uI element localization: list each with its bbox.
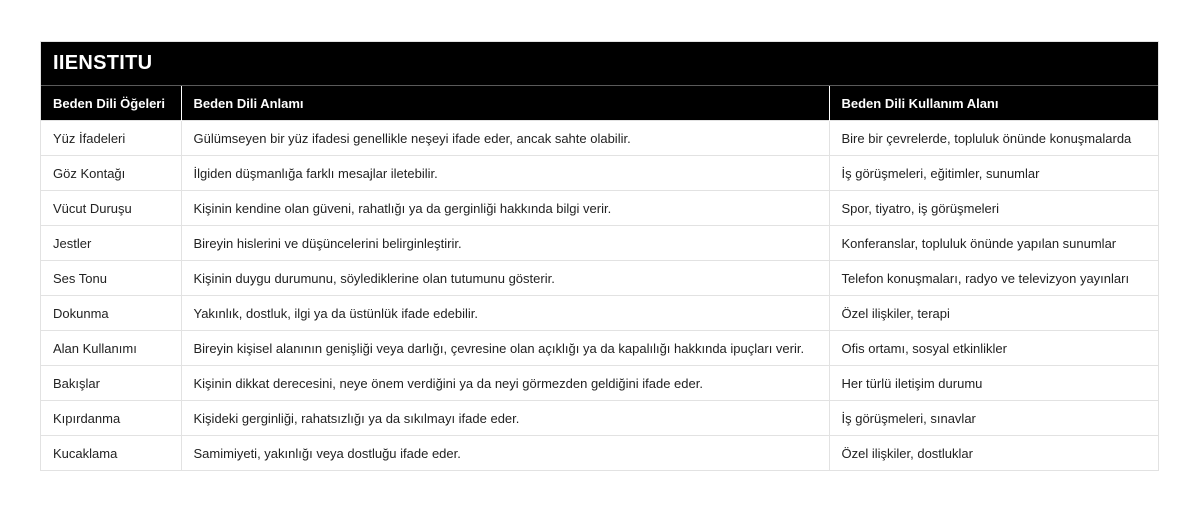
cell-usage: İş görüşmeleri, sınavlar (829, 401, 1158, 436)
header-usage: Beden Dili Kullanım Alanı (829, 86, 1158, 121)
table-row (41, 156, 1158, 191)
table-row (41, 226, 1158, 261)
cell-element: Kıpırdanma (41, 401, 181, 436)
table-row (41, 331, 1158, 366)
table-row (41, 296, 1158, 331)
header-meaning: Beden Dili Anlamı (181, 86, 829, 121)
cell-usage: İş görüşmeleri, eğitimler, sunumlar (829, 156, 1158, 191)
cell-meaning: Bireyin kişisel alanının genişliği veya darlığı, çevresine olan açıklığı ya da kapalılığı hakkında ipuçları verir. (181, 331, 829, 366)
cell-element: Göz Kontağı (41, 156, 181, 191)
table-row (41, 191, 1158, 226)
cell-meaning: Kişinin dikkat derecesini, neye önem verdiğini ya da neyi görmezden geldiğini ifade eder. (181, 366, 829, 401)
cell-meaning: Gülümseyen bir yüz ifadesi genellikle neşeyi ifade eder, ancak sahte olabilir. (181, 121, 829, 156)
body-language-table (41, 86, 1158, 470)
cell-element: Alan Kullanımı (41, 331, 181, 366)
cell-element: Vücut Duruşu (41, 191, 181, 226)
cell-element: Dokunma (41, 296, 181, 331)
table-row (41, 436, 1158, 471)
cell-meaning: İlgiden düşmanlığa farklı mesajlar iletebilir. (181, 156, 829, 191)
cell-meaning: Yakınlık, dostluk, ilgi ya da üstünlük ifade edebilir. (181, 296, 829, 331)
body-language-table-container (40, 41, 1159, 471)
cell-meaning: Samimiyeti, yakınlığı veya dostluğu ifade eder. (181, 436, 829, 471)
cell-usage: Telefon konuşmaları, radyo ve televizyon yayınları (829, 261, 1158, 296)
cell-usage: Her türlü iletişim durumu (829, 366, 1158, 401)
table-body (41, 121, 1158, 471)
cell-meaning: Kişideki gerginliği, rahatsızlığı ya da sıkılmayı ifade eder. (181, 401, 829, 436)
cell-usage: Spor, tiyatro, iş görüşmeleri (829, 191, 1158, 226)
cell-usage: Bire bir çevrelerde, topluluk önünde konuşmalarda (829, 121, 1158, 156)
cell-element: Bakışlar (41, 366, 181, 401)
header-element: Beden Dili Öğeleri (41, 86, 181, 121)
table-row (41, 121, 1158, 156)
table-header (41, 86, 1158, 121)
cell-usage: Konferanslar, topluluk önünde yapılan sunumlar (829, 226, 1158, 261)
cell-meaning: Kişinin kendine olan güveni, rahatlığı ya da gerginliği hakkında bilgi verir. (181, 191, 829, 226)
cell-usage: Ofis ortamı, sosyal etkinlikler (829, 331, 1158, 366)
table-row (41, 401, 1158, 436)
cell-element: Kucaklama (41, 436, 181, 471)
cell-element: Jestler (41, 226, 181, 261)
cell-meaning: Bireyin hislerini ve düşüncelerini belirginleştirir. (181, 226, 829, 261)
table-row (41, 366, 1158, 401)
cell-usage: Özel ilişkiler, terapi (829, 296, 1158, 331)
cell-usage: Özel ilişkiler, dostluklar (829, 436, 1158, 471)
header-row (41, 86, 1158, 121)
brand-title: IIENSTITU (41, 42, 1158, 86)
cell-element: Yüz İfadeleri (41, 121, 181, 156)
table-row (41, 261, 1158, 296)
cell-element: Ses Tonu (41, 261, 181, 296)
cell-meaning: Kişinin duygu durumunu, söylediklerine olan tutumunu gösterir. (181, 261, 829, 296)
